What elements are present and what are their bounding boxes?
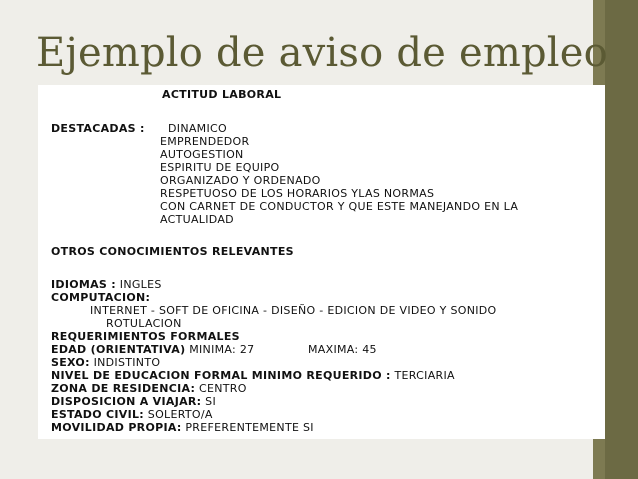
- estado-civil-value: SOLERTO/A: [144, 408, 213, 421]
- edad-label: EDAD (ORIENTATIVA): [51, 343, 186, 356]
- sexo-line: [51, 356, 160, 369]
- destacada-item: EMPRENDEDOR: [160, 135, 250, 148]
- destacada-item: DINAMICO: [168, 122, 227, 135]
- sexo-label: SEXO:: [51, 356, 90, 369]
- edad-max-value: MAXIMA: 45: [308, 343, 377, 356]
- slide-title: Ejemplo de aviso de empleo: [36, 30, 608, 76]
- idiomas-label: IDIOMAS :: [51, 278, 116, 291]
- nivel-educacion-label: NIVEL DE EDUCACION FORMAL MINIMO REQUERIDO :: [51, 369, 391, 382]
- disposicion-viajar-line: [51, 395, 216, 408]
- destacada-item: RESPETUOSO DE LOS HORARIOS YLAS NORMAS: [160, 187, 435, 200]
- zona-residencia-label: ZONA DE RESIDENCIA:: [51, 382, 196, 395]
- destacada-item: CON CARNET DE CONDUCTOR Y QUE ESTE MANEJANDO EN LA: [160, 200, 519, 213]
- destacada-item: ESPIRITU DE EQUIPO: [160, 161, 280, 174]
- edad-line: [51, 343, 254, 356]
- destacada-item: AUTOGESTION: [160, 148, 244, 161]
- computacion-value-line1: INTERNET - SOFT DE OFICINA - DISEÑO - EDICION DE VIDEO Y SONIDO: [90, 304, 497, 317]
- disposicion-viajar-label: DISPOSICION A VIAJAR:: [51, 395, 202, 408]
- destacada-item: ACTUALIDAD: [160, 213, 234, 226]
- nivel-educacion-value: TERCIARIA: [390, 369, 455, 382]
- estado-civil-label: ESTADO CIVIL:: [51, 408, 144, 421]
- edad-min-value: MINIMA: 27: [185, 343, 255, 356]
- zona-residencia-line: [51, 382, 247, 395]
- section-heading-actitud: ACTITUD LABORAL: [162, 88, 282, 101]
- sexo-value: INDISTINTO: [89, 356, 161, 369]
- destacada-item: ORGANIZADO Y ORDENADO: [160, 174, 321, 187]
- movilidad-propia-value: PREFERENTEMENTE SI: [181, 421, 314, 434]
- movilidad-propia-label: MOVILIDAD PROPIA:: [51, 421, 182, 434]
- destacadas-label: DESTACADAS :: [51, 122, 145, 135]
- job-ad-document: [38, 85, 605, 439]
- disposicion-viajar-value: SI: [201, 395, 216, 408]
- nivel-educacion-line: [51, 369, 455, 382]
- requerimientos-heading: REQUERIMIENTOS FORMALES: [51, 330, 240, 343]
- idiomas-value: INGLES: [115, 278, 162, 291]
- computacion-value-line2: ROTULACION: [106, 317, 182, 330]
- otros-conocimientos-heading: OTROS CONOCIMIENTOS RELEVANTES: [51, 245, 294, 258]
- idiomas-line: [51, 278, 162, 291]
- movilidad-propia-line: [51, 421, 314, 434]
- estado-civil-line: [51, 408, 213, 421]
- zona-residencia-value: CENTRO: [195, 382, 247, 395]
- computacion-label: COMPUTACION:: [51, 291, 151, 304]
